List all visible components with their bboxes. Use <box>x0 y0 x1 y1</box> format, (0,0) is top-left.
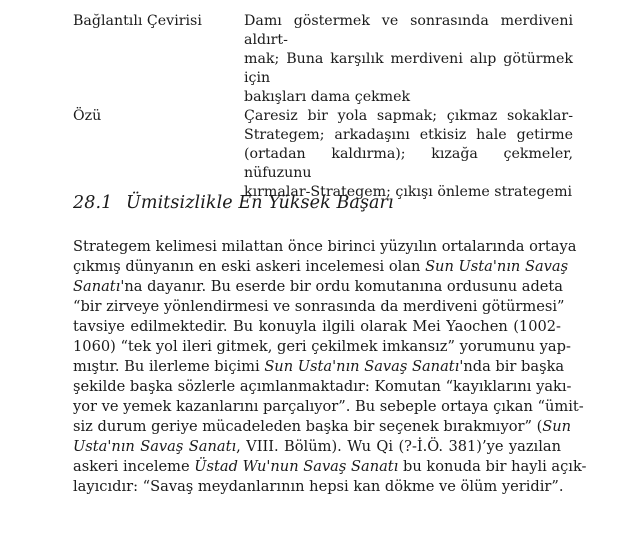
definition-line: kırmalar-Strategem; çıkışı önleme strategemi <box>244 184 573 200</box>
paragraph-text: , VIII. Bölüm). Wu Qi (?-İ.Ö. 381)’ye yazılan <box>236 438 561 455</box>
definition-line: Strategem; arkadaşını etkisiz hale getirme <box>244 127 573 143</box>
paragraph-text: tavsiye edilmektedir. Bu konuyla ilgili olarak Mei Yaochen (1002- <box>73 318 561 335</box>
paragraph-line <box>73 297 565 317</box>
paragraph-line <box>73 417 572 437</box>
italic-title-text: Sanatı <box>73 278 121 295</box>
paragraph-text: siz durum geriye mücadeleden başka bir seçenek bırakmıyor” ( <box>73 418 543 435</box>
definition-term: Özü <box>73 108 102 124</box>
paragraph-text: layıcıdır: “Savaş meydanlarının hepsi kan dökme ve ölüm yeridir”. <box>73 478 564 495</box>
italic-title-text: Usta'nın Savaş Sanatı <box>73 438 237 455</box>
paragraph-line <box>73 257 569 277</box>
paragraph-line <box>73 437 561 457</box>
paragraph-text: bu konuda bir hayli açık- <box>398 458 587 475</box>
italic-title-text: Sun Usta'nın Savaş Sanatı <box>264 358 460 375</box>
italic-title-text: Sun <box>542 418 572 435</box>
paragraph-text: 'nda bir başka <box>459 358 565 375</box>
definition-description <box>244 107 573 202</box>
paragraph-text: “bir zirveye yönlendirmesi ve sonrasında da merdiveni götürmesi” <box>73 298 565 315</box>
definition-line: mak; Buna karşılık merdiveni alıp götürmek için <box>244 51 573 86</box>
italic-title-text: Sun Usta'nın Savaş <box>425 258 569 275</box>
paragraph-text: Strategem kelimesi milattan önce birinci yüzyılın ortalarında ortaya <box>73 238 577 255</box>
paragraph-text: şekilde başka sözlerle açımlanmaktadır: Komutan “kayıklarını yakı- <box>73 378 572 395</box>
paragraph-text: çıkmış dünyanın en eski askeri incelemesi olan <box>73 258 426 275</box>
paragraph-text: 'na dayanır. Bu eserde bir ordu komutanına ordusunu adeta <box>120 278 563 295</box>
definition-line: Çaresiz bir yola sapmak; çıkmaz sokaklar- <box>244 108 573 124</box>
paragraph-line <box>73 277 561 297</box>
section-number: 28.1 <box>73 193 113 213</box>
definition-row-essence <box>73 107 573 202</box>
section-title: Ümitsizlikle En Yüksek Başarı <box>126 193 394 213</box>
definition-line: (ortadan kaldırma); kızağa çekmeler, nüfuzunu <box>244 146 573 181</box>
paragraph-text: yor ve yemek kazanlarını parçalıyor”. Bu sebeple ortaya çıkan “ümit- <box>73 398 584 415</box>
italic-title-text: Üstad Wu'nun Savaş Sanatı <box>194 458 399 475</box>
definition-term: Bağlantılı Çevirisi <box>73 13 202 29</box>
paragraph-line <box>73 237 577 257</box>
paragraph-line <box>73 377 572 397</box>
paragraph-line <box>73 337 571 357</box>
definition-line: Damı göstermek ve sonrasında merdiveni aldırt- <box>244 13 573 48</box>
section-heading <box>73 193 394 213</box>
paragraph-line <box>73 477 564 497</box>
definition-table <box>73 12 573 202</box>
paragraph-line <box>73 357 565 377</box>
definition-line: bakışları dama çekmek <box>244 89 411 105</box>
paragraph-text: 1060) “tek yol ileri gitmek, geri çekilmek imkansız” yorumunu yap- <box>73 338 571 355</box>
paragraph-text: askeri inceleme <box>73 458 195 475</box>
paragraph-line <box>73 317 561 337</box>
body-paragraph <box>73 237 587 497</box>
paragraph-line <box>73 457 587 477</box>
definition-description <box>244 12 573 107</box>
definition-row-translation <box>73 12 573 107</box>
paragraph-line <box>73 397 584 417</box>
paragraph-text: mıştır. Bu ilerleme biçimi <box>73 358 265 375</box>
